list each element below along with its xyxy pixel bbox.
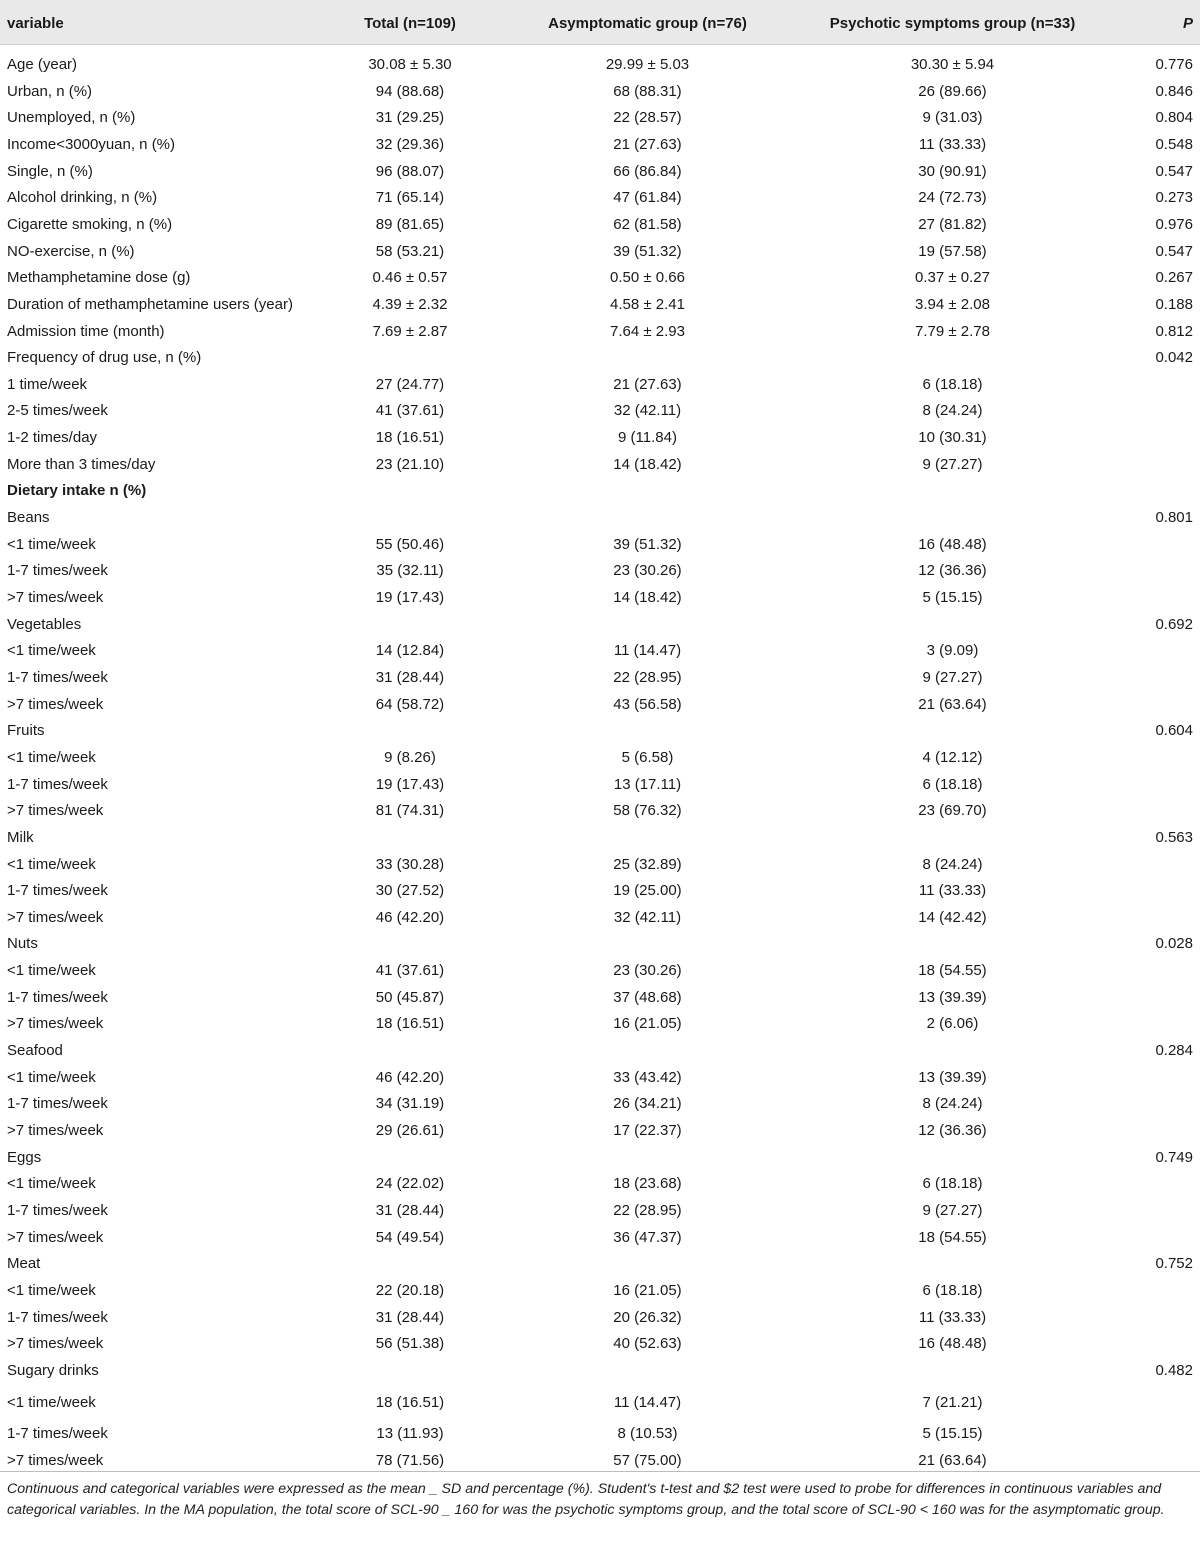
asymptomatic-cell: 22 (28.57) bbox=[613, 109, 682, 127]
table-row bbox=[0, 1011, 1200, 1037]
asymptomatic-cell: 11 (14.47) bbox=[613, 1393, 682, 1411]
total-cell: 55 (50.46) bbox=[375, 535, 445, 553]
table-row bbox=[0, 1091, 1200, 1117]
table-row bbox=[0, 265, 1200, 291]
p-value-cell: 0.846 bbox=[1155, 82, 1193, 100]
psychotic-cell: 11 (33.33) bbox=[918, 135, 987, 153]
total-cell: 7.69 ± 2.87 bbox=[372, 322, 448, 340]
variable-cell: Single, n (%) bbox=[7, 162, 93, 180]
total-cell: 27 (24.77) bbox=[375, 375, 445, 393]
variable-cell: Duration of methamphetamine users (year) bbox=[7, 295, 293, 313]
total-cell: 41 (37.61) bbox=[375, 402, 445, 420]
psychotic-cell: 13 (39.39) bbox=[918, 988, 987, 1006]
variable-cell: Dietary intake n (%) bbox=[7, 482, 147, 500]
psychotic-cell: 30.30 ± 5.94 bbox=[910, 56, 995, 73]
psychotic-cell: 6 (18.18) bbox=[922, 1281, 983, 1299]
asymptomatic-cell: 17 (22.37) bbox=[613, 1122, 682, 1139]
variable-cell: 1-7 times/week bbox=[7, 1308, 108, 1326]
asymptomatic-cell: 7.64 ± 2.93 bbox=[610, 322, 685, 340]
variable-cell: 1-7 times/week bbox=[7, 1425, 108, 1443]
table-row bbox=[0, 745, 1200, 771]
total-cell: 64 (58.72) bbox=[375, 695, 445, 713]
p-value-cell: 0.273 bbox=[1155, 189, 1193, 207]
variable-cell: Sugary drinks bbox=[7, 1361, 99, 1379]
asymptomatic-cell: 66 (86.84) bbox=[613, 162, 682, 180]
total-cell: 22 (20.18) bbox=[375, 1281, 445, 1299]
asymptomatic-cell: 25 (32.89) bbox=[613, 855, 682, 873]
variable-cell: Eggs bbox=[7, 1148, 42, 1166]
psychotic-cell: 2 (6.06) bbox=[926, 1015, 979, 1033]
asymptomatic-cell: 16 (21.05) bbox=[613, 1015, 682, 1033]
table-row bbox=[0, 1225, 1200, 1251]
total-cell: 19 (17.43) bbox=[375, 775, 445, 793]
table-row bbox=[0, 1065, 1200, 1091]
psychotic-cell: 6 (18.18) bbox=[922, 1175, 983, 1193]
total-cell: 30 (27.52) bbox=[375, 882, 445, 900]
p-value-cell: 0.547 bbox=[1155, 242, 1193, 260]
variable-cell: <1 time/week bbox=[7, 1281, 96, 1299]
total-cell: 58 (53.21) bbox=[375, 242, 445, 260]
total-cell: 31 (28.44) bbox=[375, 1308, 445, 1326]
psychotic-cell: 12 (36.36) bbox=[918, 1122, 987, 1139]
total-cell: 14 (12.84) bbox=[375, 642, 445, 660]
variable-cell: More than 3 times/day bbox=[7, 455, 156, 473]
asymptomatic-cell: 20 (26.32) bbox=[613, 1308, 682, 1326]
asymptomatic-cell: 8 (10.53) bbox=[617, 1425, 678, 1443]
table-row bbox=[0, 905, 1200, 931]
psychotic-cell: 3 (9.09) bbox=[926, 642, 979, 660]
p-value-cell: 0.563 bbox=[1155, 828, 1193, 846]
psychotic-cell: 9 (27.27) bbox=[922, 1202, 983, 1219]
variable-cell: Age (year) bbox=[7, 56, 78, 73]
asymptomatic-cell: 19 (25.00) bbox=[613, 882, 682, 900]
variable-cell: >7 times/week bbox=[7, 1335, 104, 1353]
p-value-cell: 0.692 bbox=[1155, 615, 1193, 633]
variable-cell: 1-7 times/week bbox=[7, 882, 108, 900]
p-value-cell: 0.548 bbox=[1155, 135, 1193, 153]
total-cell: 50 (45.87) bbox=[375, 988, 445, 1006]
table-row bbox=[0, 958, 1200, 984]
total-cell: 19 (17.43) bbox=[375, 589, 445, 606]
asymptomatic-cell: 22 (28.95) bbox=[613, 668, 682, 686]
psychotic-cell: 4 (12.12) bbox=[922, 748, 983, 766]
psychotic-cell: 11 (33.33) bbox=[918, 1308, 987, 1326]
table-row bbox=[0, 692, 1200, 718]
table-row bbox=[0, 1358, 1200, 1384]
table-row bbox=[0, 398, 1200, 424]
psychotic-cell: 11 (33.33) bbox=[918, 882, 987, 900]
table-row bbox=[0, 931, 1200, 957]
table-row bbox=[0, 1171, 1200, 1197]
variable-cell: 1-7 times/week bbox=[7, 1202, 108, 1219]
variable-cell: >7 times/week bbox=[7, 695, 104, 713]
asymptomatic-cell: 47 (61.84) bbox=[613, 189, 682, 207]
asymptomatic-cell: 5 (6.58) bbox=[621, 748, 674, 766]
psychotic-cell: 12 (36.36) bbox=[918, 562, 987, 580]
total-cell: 71 (65.14) bbox=[375, 189, 445, 207]
table-row bbox=[0, 852, 1200, 878]
variable-cell: >7 times/week bbox=[7, 1451, 104, 1469]
variable-cell: 1-7 times/week bbox=[7, 668, 108, 686]
asymptomatic-cell: 62 (81.58) bbox=[613, 215, 682, 233]
total-cell: 29 (26.61) bbox=[375, 1122, 445, 1139]
p-value-cell: 0.188 bbox=[1155, 295, 1193, 313]
total-cell: 31 (29.25) bbox=[375, 109, 445, 127]
asymptomatic-cell: 16 (21.05) bbox=[613, 1281, 682, 1299]
table-row bbox=[0, 505, 1200, 531]
variable-cell: Seafood bbox=[7, 1042, 63, 1059]
table-row bbox=[0, 319, 1200, 345]
psychotic-cell: 16 (48.48) bbox=[918, 535, 987, 553]
p-value-cell: 0.804 bbox=[1155, 109, 1193, 127]
total-cell: 54 (49.54) bbox=[375, 1228, 445, 1246]
asymptomatic-cell: 33 (43.42) bbox=[613, 1068, 682, 1086]
variable-cell: <1 time/week bbox=[7, 1068, 96, 1086]
variable-cell: Unemployed, n (%) bbox=[7, 109, 136, 127]
table-row bbox=[0, 825, 1200, 851]
total-cell: 78 (71.56) bbox=[375, 1451, 445, 1469]
variable-cell: 1-7 times/week bbox=[7, 988, 108, 1006]
psychotic-cell: 26 (89.66) bbox=[918, 82, 987, 100]
total-cell: 18 (16.51) bbox=[375, 1015, 445, 1033]
table-row bbox=[0, 52, 1200, 78]
table-row bbox=[0, 585, 1200, 611]
total-cell: 89 (81.65) bbox=[375, 215, 445, 233]
table-row bbox=[0, 79, 1200, 105]
table-row bbox=[0, 185, 1200, 211]
asymptomatic-cell: 26 (34.21) bbox=[613, 1095, 682, 1113]
total-cell: 56 (51.38) bbox=[375, 1335, 445, 1353]
table-row bbox=[0, 1118, 1200, 1144]
variable-cell: Urban, n (%) bbox=[7, 82, 93, 100]
variable-cell: Methamphetamine dose (g) bbox=[7, 269, 191, 287]
p-value-cell: 0.976 bbox=[1155, 215, 1193, 233]
asymptomatic-cell: 32 (42.11) bbox=[613, 908, 682, 926]
total-cell: 18 (16.51) bbox=[375, 1393, 445, 1411]
p-value-cell: 0.284 bbox=[1155, 1042, 1193, 1059]
p-value-cell: 0.042 bbox=[1155, 349, 1193, 367]
header-p-value: P bbox=[1182, 15, 1193, 32]
asymptomatic-cell: 40 (52.63) bbox=[613, 1335, 682, 1353]
variable-cell: <1 time/week bbox=[7, 535, 96, 553]
total-cell: 81 (74.31) bbox=[375, 802, 445, 820]
psychotic-cell: 27 (81.82) bbox=[918, 215, 987, 233]
variable-cell: NO-exercise, n (%) bbox=[7, 242, 135, 260]
table-row bbox=[0, 239, 1200, 265]
psychotic-cell: 21 (63.64) bbox=[918, 1451, 987, 1469]
section-header-row bbox=[0, 478, 1200, 504]
table-row bbox=[0, 558, 1200, 584]
table-row bbox=[0, 372, 1200, 398]
header-asymptomatic: Asymptomatic group (n=76) bbox=[548, 15, 747, 32]
psychotic-cell: 7.79 ± 2.78 bbox=[915, 322, 990, 340]
asymptomatic-cell: 13 (17.11) bbox=[613, 775, 682, 793]
table-row bbox=[0, 1421, 1200, 1447]
psychotic-cell: 30 (90.91) bbox=[918, 162, 987, 180]
variable-cell: 2-5 times/week bbox=[7, 402, 108, 420]
total-cell: 31 (28.44) bbox=[375, 668, 445, 686]
variable-cell: Milk bbox=[7, 828, 34, 846]
psychotic-cell: 9 (31.03) bbox=[922, 109, 983, 127]
asymptomatic-cell: 36 (47.37) bbox=[613, 1228, 682, 1246]
p-value-cell: 0.812 bbox=[1155, 322, 1193, 340]
variable-cell: <1 time/week bbox=[7, 748, 96, 766]
total-cell: 4.39 ± 2.32 bbox=[372, 295, 448, 313]
asymptomatic-cell: 18 (23.68) bbox=[613, 1175, 682, 1193]
variable-cell: <1 time/week bbox=[7, 1393, 96, 1411]
asymptomatic-cell: 9 (11.84) bbox=[618, 429, 677, 447]
asymptomatic-cell: 23 (30.26) bbox=[613, 562, 682, 580]
variable-cell: 1-2 times/day bbox=[7, 429, 98, 447]
total-cell: 35 (32.11) bbox=[376, 562, 444, 580]
table-row bbox=[0, 425, 1200, 451]
table-row bbox=[0, 772, 1200, 798]
table-footnote: Continuous and categorical variables were expressed as the mean _ SD and percentage (%). Student's t-test and $2 test were used to probe for differences in continuous variables and categorical variables. In the MA population, the total score of SCL-90 _ 160 for was the psychotic symptoms group, and the total score of SCL-90 < 160 was for the asymptomatic group. bbox=[7, 1481, 1165, 1518]
variable-cell: >7 times/week bbox=[7, 1015, 104, 1033]
p-value-cell: 0.752 bbox=[1155, 1255, 1193, 1273]
asymptomatic-cell: 0.50 ± 0.66 bbox=[610, 269, 685, 287]
psychotic-cell: 13 (39.39) bbox=[918, 1068, 987, 1086]
psychotic-cell: 0.37 ± 0.27 bbox=[915, 269, 990, 287]
table-row bbox=[0, 638, 1200, 664]
asymptomatic-cell: 29.99 ± 5.03 bbox=[605, 56, 690, 73]
table-row bbox=[0, 1448, 1200, 1474]
psychotic-cell: 9 (27.27) bbox=[922, 455, 983, 473]
table-row bbox=[0, 665, 1200, 691]
psychotic-cell: 8 (24.24) bbox=[922, 1095, 983, 1113]
psychotic-cell: 7 (21.21) bbox=[922, 1393, 983, 1411]
variable-cell: Vegetables bbox=[7, 615, 82, 633]
total-cell: 13 (11.93) bbox=[376, 1425, 444, 1443]
variable-cell: >7 times/week bbox=[7, 589, 104, 606]
total-cell: 0.46 ± 0.57 bbox=[372, 269, 448, 287]
psychotic-cell: 14 (42.42) bbox=[918, 908, 987, 926]
variable-cell: <1 time/week bbox=[7, 962, 96, 980]
p-value-cell: 0.267 bbox=[1155, 269, 1193, 287]
psychotic-cell: 6 (18.18) bbox=[922, 375, 983, 393]
variable-cell: Alcohol drinking, n (%) bbox=[7, 189, 158, 207]
asymptomatic-cell: 32 (42.11) bbox=[613, 402, 682, 420]
variable-cell: <1 time/week bbox=[7, 1175, 96, 1193]
table-row bbox=[0, 612, 1200, 638]
table-row bbox=[0, 532, 1200, 558]
variable-cell: <1 time/week bbox=[7, 855, 96, 873]
psychotic-cell: 24 (72.73) bbox=[918, 189, 987, 207]
table-bottom-rule bbox=[0, 1471, 1200, 1472]
table-row bbox=[0, 1198, 1200, 1224]
total-cell: 96 (88.07) bbox=[375, 162, 445, 180]
variable-cell: >7 times/week bbox=[7, 1122, 104, 1139]
table-row bbox=[0, 1278, 1200, 1304]
total-cell: 94 (88.68) bbox=[375, 82, 445, 100]
asymptomatic-cell: 21 (27.63) bbox=[613, 375, 682, 393]
table-row bbox=[0, 1305, 1200, 1331]
psychotic-cell: 10 (30.31) bbox=[918, 429, 987, 447]
total-cell: 46 (42.20) bbox=[375, 1068, 445, 1086]
variable-cell: Frequency of drug use, n (%) bbox=[7, 349, 202, 367]
table-row bbox=[0, 1038, 1200, 1064]
total-cell: 31 (28.44) bbox=[375, 1202, 445, 1219]
table-row bbox=[0, 1390, 1200, 1416]
variable-cell: Cigarette smoking, n (%) bbox=[7, 215, 173, 233]
asymptomatic-cell: 58 (76.32) bbox=[613, 802, 682, 820]
asymptomatic-cell: 57 (75.00) bbox=[613, 1451, 682, 1469]
variable-cell: Nuts bbox=[7, 935, 38, 953]
total-cell: 32 (29.36) bbox=[375, 135, 445, 153]
table-row bbox=[0, 452, 1200, 478]
variable-cell: 1-7 times/week bbox=[7, 1095, 108, 1113]
psychotic-cell: 9 (27.27) bbox=[922, 668, 983, 686]
p-value-cell: 0.604 bbox=[1155, 722, 1193, 740]
psychotic-cell: 23 (69.70) bbox=[918, 802, 987, 820]
psychotic-cell: 18 (54.55) bbox=[918, 962, 987, 980]
total-cell: 33 (30.28) bbox=[375, 855, 445, 873]
psychotic-cell: 3.94 ± 2.08 bbox=[915, 295, 990, 313]
variable-cell: >7 times/week bbox=[7, 802, 104, 820]
p-value-cell: 0.547 bbox=[1155, 162, 1193, 180]
asymptomatic-cell: 21 (27.63) bbox=[613, 135, 682, 153]
p-value-cell: 0.749 bbox=[1155, 1148, 1193, 1166]
p-value-cell: 0.028 bbox=[1155, 935, 1193, 953]
psychotic-cell: 8 (24.24) bbox=[922, 402, 983, 420]
psychotic-cell: 8 (24.24) bbox=[922, 855, 983, 873]
variable-cell: 1 time/week bbox=[7, 375, 88, 393]
asymptomatic-cell: 14 (18.42) bbox=[613, 589, 682, 606]
variable-cell: 1-7 times/week bbox=[7, 562, 108, 580]
total-cell: 18 (16.51) bbox=[375, 429, 445, 447]
table-row bbox=[0, 132, 1200, 158]
asymptomatic-cell: 22 (28.95) bbox=[613, 1202, 682, 1219]
total-cell: 41 (37.61) bbox=[375, 962, 445, 980]
asymptomatic-cell: 23 (30.26) bbox=[613, 962, 682, 980]
table-row bbox=[0, 985, 1200, 1011]
table-row bbox=[0, 159, 1200, 185]
variable-cell: Income<3000yuan, n (%) bbox=[7, 135, 176, 153]
asymptomatic-cell: 43 (56.58) bbox=[613, 695, 682, 713]
table-row bbox=[0, 105, 1200, 131]
asymptomatic-cell: 37 (48.68) bbox=[613, 988, 682, 1006]
table-header bbox=[0, 0, 1200, 45]
psychotic-cell: 5 (15.15) bbox=[922, 589, 983, 606]
psychotic-cell: 18 (54.55) bbox=[918, 1228, 987, 1246]
table-row bbox=[0, 212, 1200, 238]
variable-cell: >7 times/week bbox=[7, 1228, 104, 1246]
p-value-cell: 0.801 bbox=[1155, 509, 1193, 526]
total-cell: 9 (8.26) bbox=[384, 748, 436, 766]
table-row bbox=[0, 345, 1200, 371]
total-cell: 24 (22.02) bbox=[375, 1175, 445, 1193]
table-row bbox=[0, 1145, 1200, 1171]
total-cell: 34 (31.19) bbox=[375, 1095, 445, 1113]
psychotic-cell: 21 (63.64) bbox=[918, 695, 987, 713]
total-cell: 46 (42.20) bbox=[375, 908, 445, 926]
asymptomatic-cell: 68 (88.31) bbox=[613, 82, 682, 100]
asymptomatic-cell: 11 (14.47) bbox=[613, 642, 682, 660]
variable-cell: 1-7 times/week bbox=[7, 775, 108, 793]
psychotic-cell: 6 (18.18) bbox=[922, 775, 983, 793]
table-row bbox=[0, 798, 1200, 824]
table-row bbox=[0, 718, 1200, 744]
psychotic-cell: 5 (15.15) bbox=[922, 1425, 983, 1443]
table-row bbox=[0, 878, 1200, 904]
table-row bbox=[0, 1251, 1200, 1277]
psychotic-cell: 16 (48.48) bbox=[918, 1335, 987, 1353]
variable-cell: Admission time (month) bbox=[7, 322, 165, 340]
header-psychotic: Psychotic symptoms group (n=33) bbox=[829, 15, 1076, 32]
variable-cell: <1 time/week bbox=[7, 642, 96, 660]
table-row bbox=[0, 292, 1200, 318]
table-row bbox=[0, 1331, 1200, 1357]
asymptomatic-cell: 4.58 ± 2.41 bbox=[610, 295, 685, 313]
psychotic-cell: 19 (57.58) bbox=[918, 242, 987, 260]
asymptomatic-cell: 39 (51.32) bbox=[613, 242, 682, 260]
header-total: Total (n=109) bbox=[364, 15, 456, 32]
variable-cell: >7 times/week bbox=[7, 908, 104, 926]
asymptomatic-cell: 39 (51.32) bbox=[613, 535, 682, 553]
header-variable: variable bbox=[7, 15, 64, 32]
variable-cell: Fruits bbox=[7, 722, 45, 740]
p-value-cell: 0.776 bbox=[1155, 56, 1193, 73]
asymptomatic-cell: 14 (18.42) bbox=[613, 455, 682, 473]
total-cell: 23 (21.10) bbox=[375, 455, 445, 473]
p-value-cell: 0.482 bbox=[1155, 1361, 1193, 1379]
total-cell: 30.08 ± 5.30 bbox=[368, 56, 452, 73]
variable-cell: Meat bbox=[7, 1255, 41, 1273]
variable-cell: Beans bbox=[7, 509, 50, 526]
